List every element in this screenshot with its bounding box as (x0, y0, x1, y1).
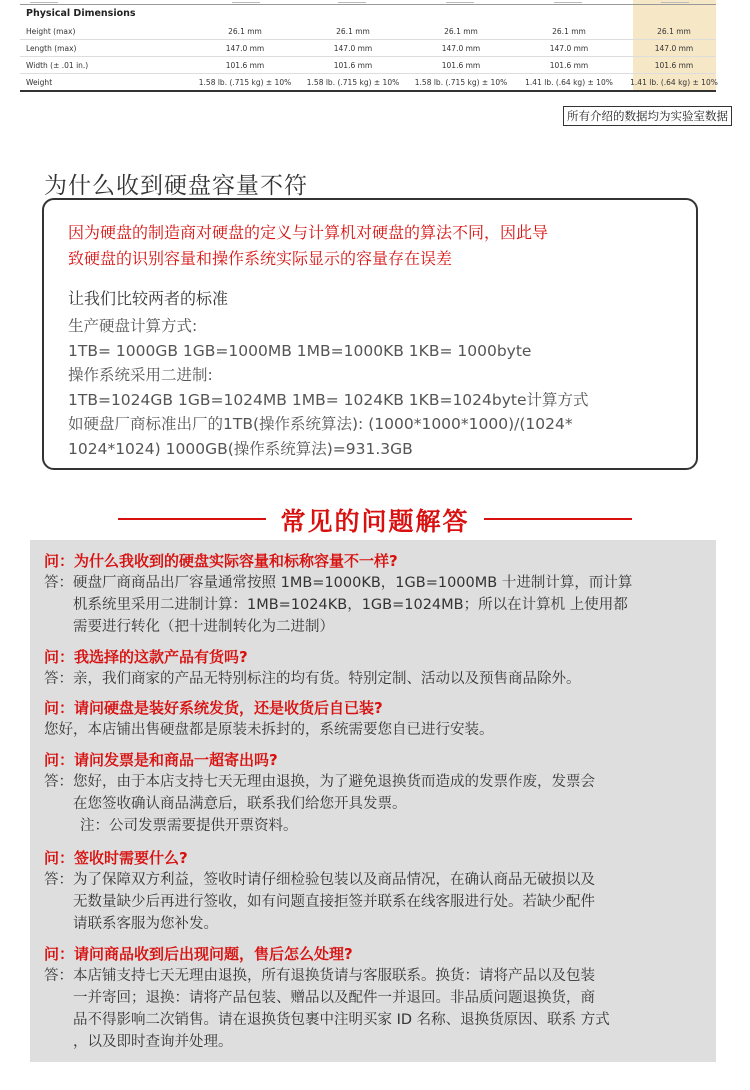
cell: 147.0 mm (549, 44, 589, 53)
cell: 147.0 mm (654, 44, 694, 53)
compare-line: 操作系统采用二进制: (68, 366, 213, 384)
compare-title: 让我们比较两者的标准 (68, 289, 229, 308)
row-label: Height (max) (26, 27, 76, 36)
cell: 26.1 mm (228, 27, 262, 36)
compare-line: 生产硬盘计算方式: (68, 317, 198, 335)
row-label: Width (± .01 in.) (26, 61, 89, 70)
answer-prefix: 答： (44, 774, 73, 790)
faq-item (44, 749, 712, 837)
answer-line: 机系统里采用二进制计算：1MB=1024KB，1GB=1024MB；所以在计算机 上使用都 (73, 597, 628, 613)
compare-line: 如硬盘厂商标准出厂的1TB(操作系统算法): (1000*1000*1000)/(1024* (68, 415, 573, 433)
answer-prefix: 答： (44, 872, 73, 888)
cell: 101.6 mm (441, 61, 481, 70)
spec-table (20, 0, 716, 88)
cell: 147.0 mm (225, 44, 265, 53)
answer-line: 品不得影响二次销售。请在退换货包裹中注明买家 ID 名称、退换货原因、联系 方式 (73, 1012, 610, 1028)
answer-prefix: 答： (44, 671, 73, 687)
cell: 1.41 lb. (.64 kg) ± 10% (630, 78, 718, 87)
faq-item (44, 943, 712, 1053)
capacity-title: 为什么收到硬盘容量不符 (44, 173, 308, 199)
cell: 1.58 lb. (.715 kg) ± 10% (414, 78, 508, 87)
cell: 101.6 mm (549, 61, 589, 70)
faq-question: 问：请问硬盘是装好系统发货，还是收货后自已装? (44, 699, 383, 717)
table-top-rule (20, 0, 716, 5)
table-row (20, 56, 716, 74)
answer-line: 硬盘厂商商品出厂容量通常按照 1MB=1000KB，1GB=1000MB 十进制计算，而计算 (73, 575, 633, 591)
answer-line: 需要进行转化（把十进制转化为二进制） (73, 619, 334, 635)
answer-line: 亲，我们商家的产品无特别标注的均有货。特别定制、活动以及预售商品除外。 (73, 671, 581, 687)
compare-line: 1TB= 1000GB 1GB=1000MB 1MB=1000KB 1KB= 1000byte (68, 341, 532, 360)
cell: 1.41 lb. (.64 kg) ± 10% (525, 78, 613, 87)
row-label: Weight (26, 78, 53, 87)
cell: 26.1 mm (444, 27, 478, 36)
answer-prefix: 答： (44, 575, 73, 591)
reason-line: 致硬盘的识别容量和操作系统实际显示的容量存在误差 (68, 249, 453, 268)
capacity-reason (68, 220, 658, 272)
faq-question: 问：请问商品收到后出现问题，售后怎么处理? (44, 945, 353, 963)
cell: 26.1 mm (336, 27, 370, 36)
faq-title: 常见的问题解答 (280, 507, 470, 536)
faq-header (0, 500, 750, 536)
table-row (20, 22, 716, 40)
faq-item (44, 646, 712, 690)
faq-item (44, 550, 712, 638)
answer-line: 为了保障双方利益，签收时请仔细检验包装以及商品情况，在确认商品无破损以及 (73, 872, 595, 888)
compare-line: 1TB=1024GB 1GB=1024MB 1MB= 1024KB 1KB=1024byte计算方式 (68, 390, 589, 409)
answer-line: 本店铺支持七天无理由退换，所有退换货请与客服联系。换货：请将产品以及包装 (73, 968, 595, 984)
faq-item (44, 697, 712, 741)
faq-question: 问：为什么我收到的硬盘实际容量和标称容量不一样? (44, 552, 398, 570)
faq-answer (44, 668, 712, 690)
answer-line: 无数量缺少后再进行签收，如有问题直接拒签并联系在线客服进行处。若缺少配件 (73, 894, 595, 910)
faq-question: 问：我选择的这款产品有货吗? (44, 648, 248, 666)
faq-answer (44, 965, 712, 1053)
section-title: Physical Dimensions (26, 8, 136, 19)
answer-line: 请联系客服为您补发。 (73, 916, 218, 932)
faq-answer (44, 771, 712, 815)
cell: 101.6 mm (225, 61, 265, 70)
table-row (20, 39, 716, 57)
cell: 101.6 mm (654, 61, 694, 70)
row-label: Length (max) (26, 44, 77, 53)
faq-item (44, 847, 712, 935)
faq-question: 问：请问发票是和商品一超寄出吗? (44, 751, 278, 769)
answer-prefix: 答： (44, 968, 73, 984)
divider (484, 518, 632, 520)
faq-panel (30, 540, 716, 1062)
cell: 1.58 lb. (.715 kg) ± 10% (306, 78, 400, 87)
answer-line: 您好，由于本店支持七天无理由退换，为了避免退换货而造成的发票作废，发票会 (73, 774, 595, 790)
faq-question: 问：签收时需要什么? (44, 849, 188, 867)
answer-line: ，以及即时查询并处理。 (73, 1034, 233, 1050)
cell: 147.0 mm (441, 44, 481, 53)
compare-line: 1024*1024) 1000GB(操作系统算法)=931.3GB (68, 439, 413, 458)
lab-data-disclaimer: 所有介绍的数据均为实验室数据 (563, 106, 732, 126)
capacity-explanation-box (42, 198, 698, 470)
cell: 1.58 lb. (.715 kg) ± 10% (198, 78, 292, 87)
cell: 147.0 mm (333, 44, 373, 53)
reason-line: 因为硬盘的制造商对硬盘的定义与计算机对硬盘的算法不同，因此导 (68, 223, 549, 242)
compare-lines (68, 314, 668, 461)
cell: 101.6 mm (333, 61, 373, 70)
answer-line: 您好，本店铺出售硬盘都是原装未拆封的，系统需要您自已进行安装。 (44, 722, 494, 738)
cell: 26.1 mm (552, 27, 586, 36)
faq-note: 注：公司发票需要提供开票资料。 (80, 818, 298, 834)
table-row (20, 73, 716, 92)
answer-line: 一并寄回；退换：请将产品包装、赠品以及配件一并退回。非品质问题退换货，商 (73, 990, 595, 1006)
answer-line: 在您签收确认商品满意后，联系我们给您开具发票。 (73, 796, 407, 812)
faq-answer (44, 719, 712, 741)
faq-answer (44, 572, 712, 638)
cell: 26.1 mm (657, 27, 691, 36)
faq-answer (44, 869, 712, 935)
